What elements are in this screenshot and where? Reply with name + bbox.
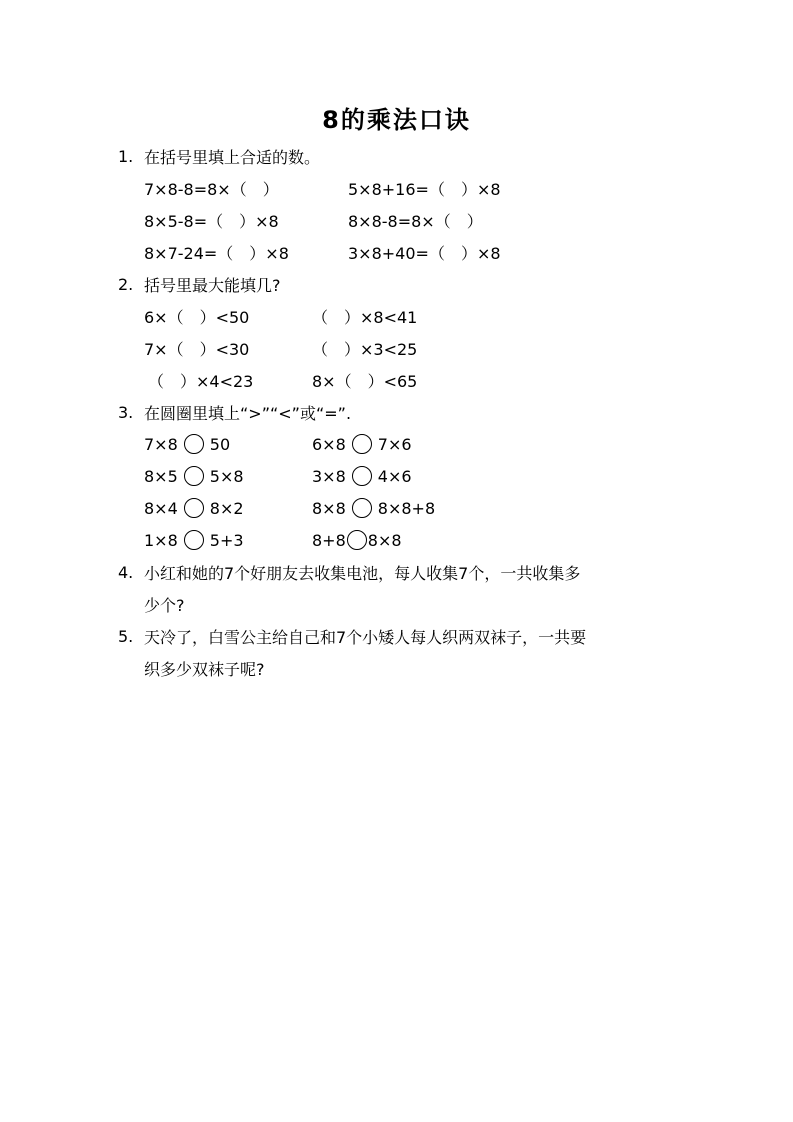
compare-item: [312, 431, 412, 457]
compare-left: 3×8: [312, 466, 346, 486]
question-4-line-2: 少个?: [144, 595, 185, 615]
compare-right: 8×2: [209, 498, 244, 518]
compare-left: 8×4: [144, 498, 178, 518]
q1-item: 3×8+40=（ ）×8: [348, 243, 501, 263]
compare-item: [312, 463, 412, 489]
compare-right: 50: [209, 434, 231, 454]
answer-circle[interactable]: [347, 530, 367, 550]
q1-item: 8×8-8=8×（ ）: [348, 211, 483, 231]
compare-item: [144, 495, 244, 521]
question-text: 在括号里填上合适的数。: [144, 147, 321, 167]
question-number: 5.: [118, 626, 134, 646]
compare-item: [144, 463, 244, 489]
compare-left: 8×5: [144, 466, 178, 486]
question-text: 天冷了，白雪公主给自己和7个小矮人每人织两双袜子，一共要: [144, 627, 587, 647]
page-title: 8的乘法口诀: [322, 106, 471, 134]
question-1-heading: [118, 143, 320, 169]
q2-item: （ ）×8<41: [312, 307, 418, 327]
q1-item: 7×8-8=8×（ ）: [144, 179, 279, 199]
question-number: 2.: [118, 274, 134, 294]
q2-item: （ ）×4<23: [148, 371, 254, 391]
q2-item: 6×（ ）<50: [144, 307, 250, 327]
compare-item: [312, 527, 402, 553]
q2-item: （ ）×3<25: [312, 339, 418, 359]
question-5-line-2: 织多少双袜子呢?: [144, 659, 265, 679]
answer-circle[interactable]: [352, 434, 372, 454]
compare-right: 4×6: [377, 466, 412, 486]
question-4-line-1: [118, 559, 580, 585]
q1-item: 8×5-8=（ ）×8: [144, 211, 279, 231]
answer-circle[interactable]: [184, 466, 204, 486]
compare-right: 5×8: [209, 466, 244, 486]
q2-item: 8×（ ）<65: [312, 371, 418, 391]
compare-right: 5+3: [209, 530, 244, 550]
q1-item: 5×8+16=（ ）×8: [348, 179, 501, 199]
q2-item: 7×（ ）<30: [144, 339, 250, 359]
question-text: 在圆圈里填上“>”“<”或“=”.: [144, 403, 352, 423]
answer-circle[interactable]: [184, 498, 204, 518]
question-2-heading: [118, 271, 281, 297]
question-number: 4.: [118, 562, 134, 582]
compare-left: 1×8: [144, 530, 178, 550]
compare-item: [312, 495, 435, 521]
answer-circle[interactable]: [352, 466, 372, 486]
answer-circle[interactable]: [352, 498, 372, 518]
compare-item: [144, 431, 230, 457]
question-text: 小红和她的7个好朋友去收集电池，每人收集7个，一共收集多: [144, 563, 581, 583]
question-text: 括号里最大能填几?: [144, 275, 281, 295]
compare-right: 8×8+8: [377, 498, 436, 518]
compare-item: [144, 527, 244, 553]
question-number: 3.: [118, 402, 134, 422]
question-number: 1.: [118, 146, 134, 166]
question-5-line-1: [118, 623, 586, 649]
question-3-heading: [118, 399, 351, 425]
answer-circle[interactable]: [184, 434, 204, 454]
compare-right: 8×8: [367, 530, 402, 550]
compare-left: 6×8: [312, 434, 346, 454]
answer-circle[interactable]: [184, 530, 204, 550]
compare-left: 8+8: [312, 530, 346, 550]
q1-item: 8×7-24=（ ）×8: [144, 243, 289, 263]
compare-left: 8×8: [312, 498, 346, 518]
compare-left: 7×8: [144, 434, 178, 454]
compare-right: 7×6: [377, 434, 412, 454]
